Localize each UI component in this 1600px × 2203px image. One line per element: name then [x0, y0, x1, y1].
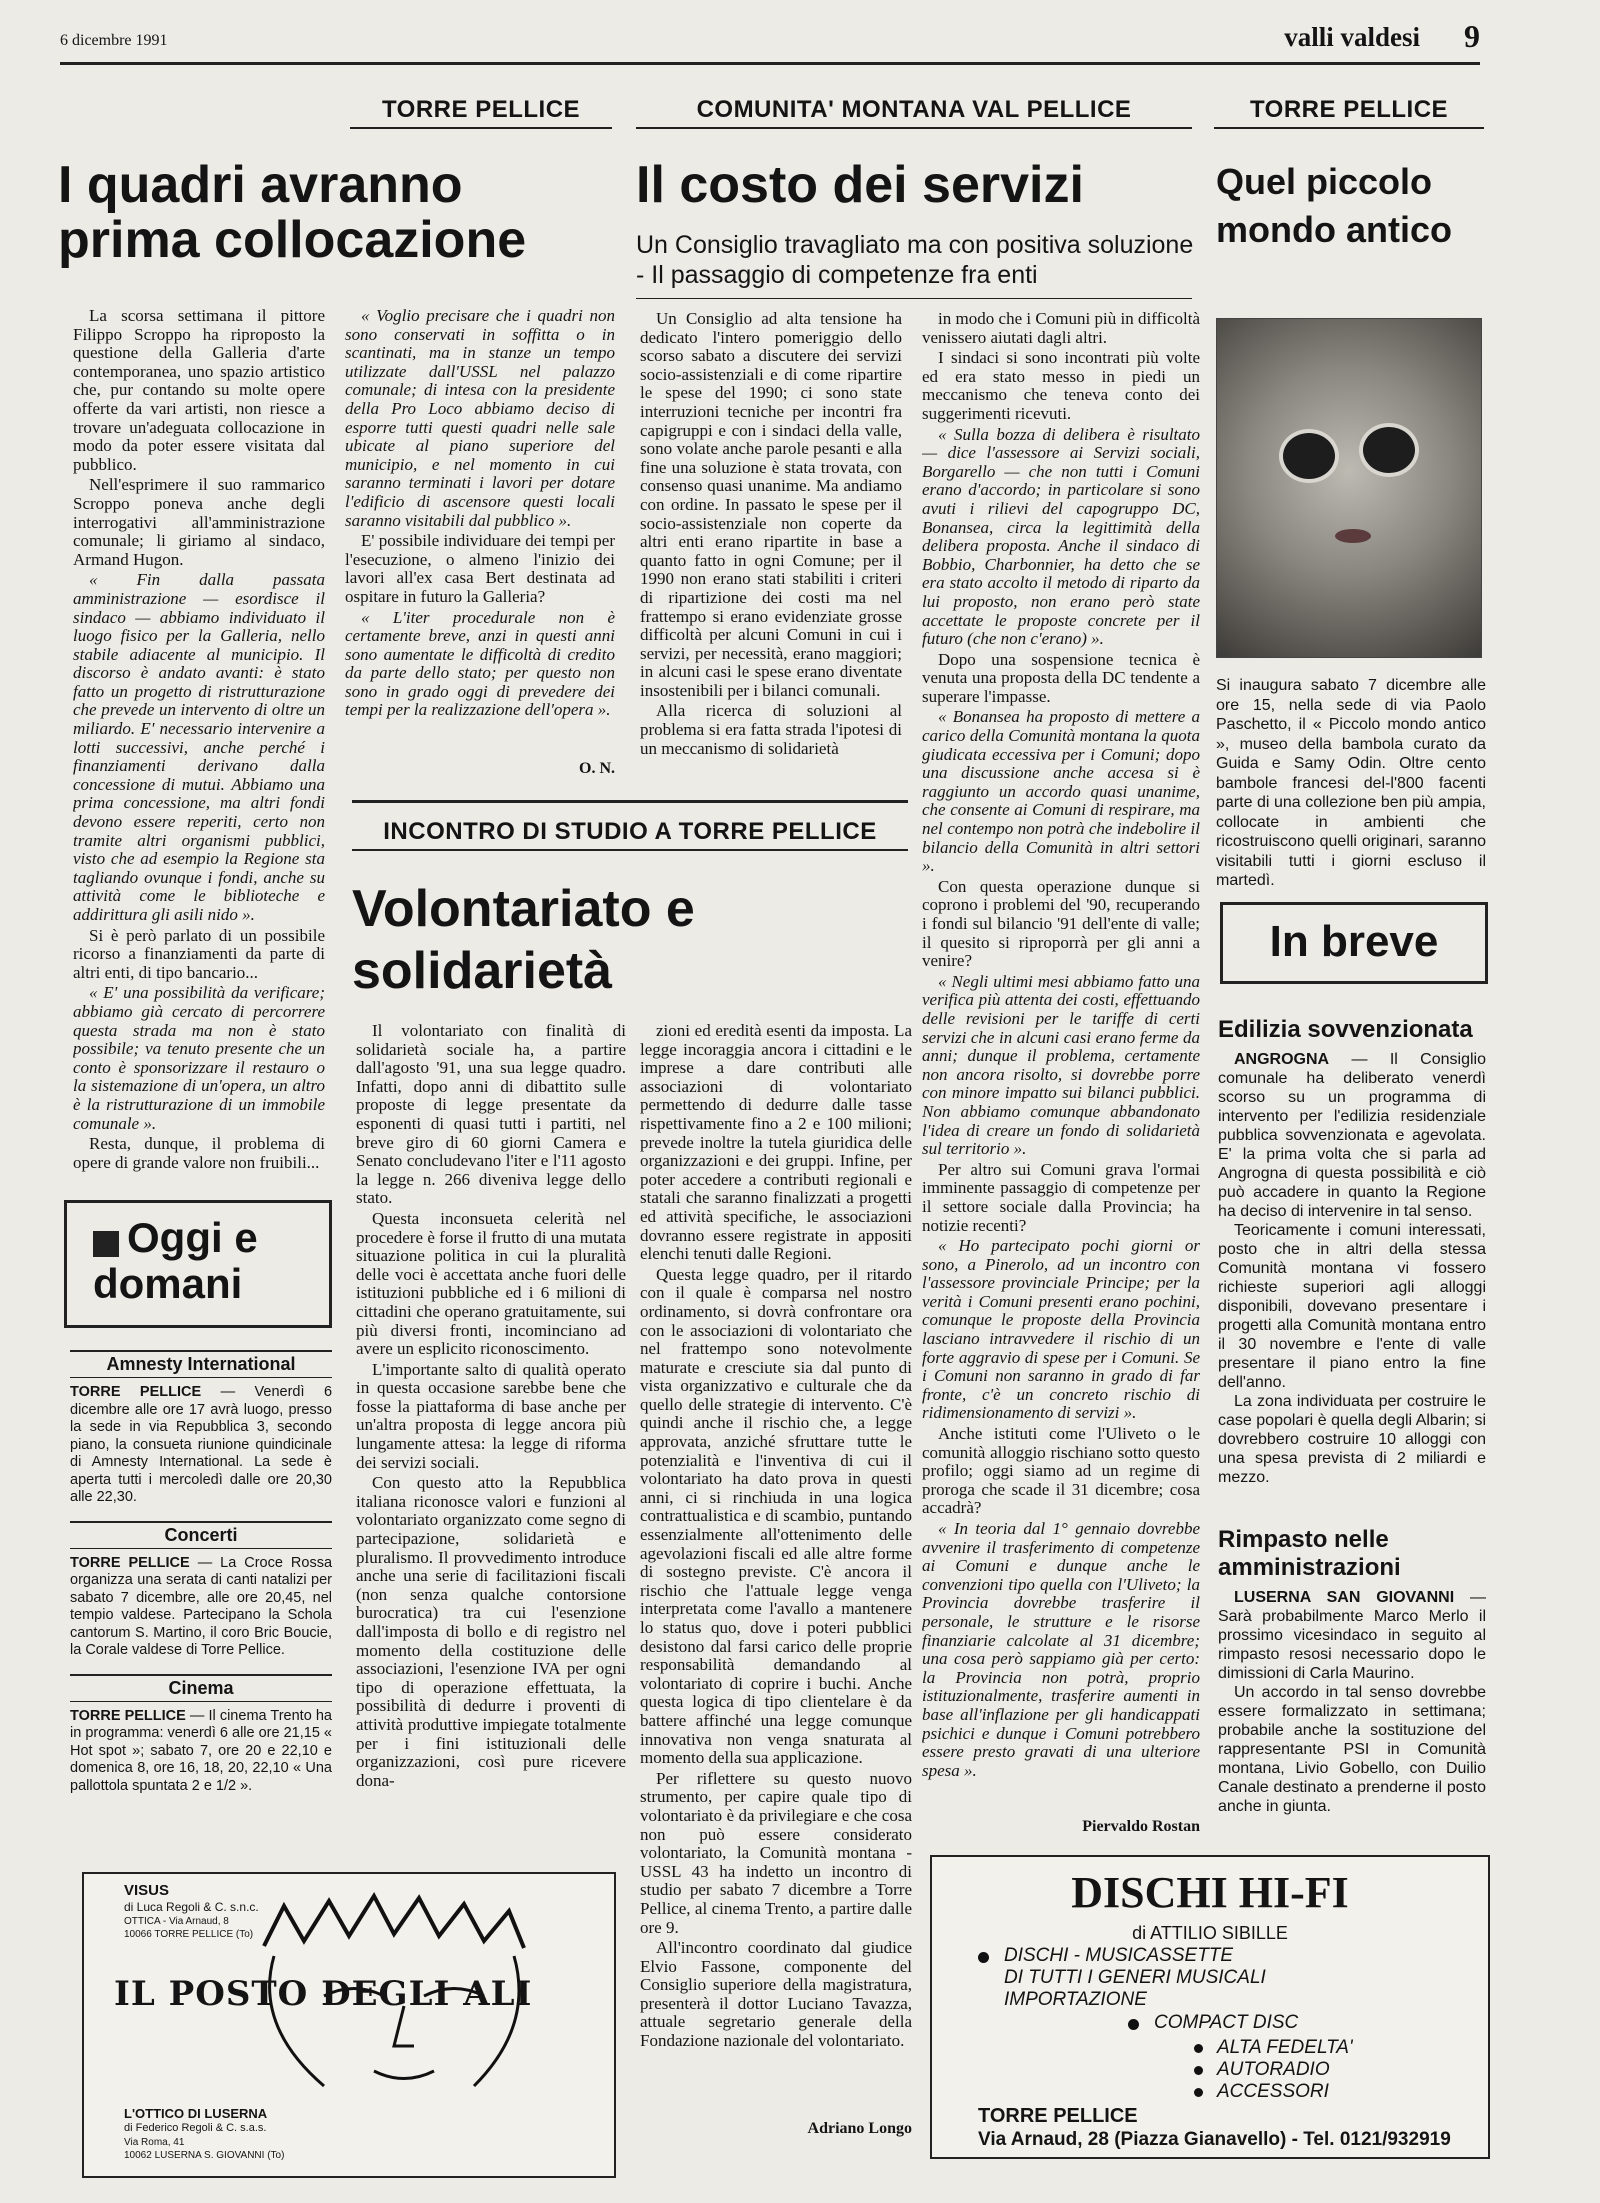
page-number: 9	[1464, 18, 1480, 54]
art2-col2-p8: « Ho partecipato pochi giorni or sono, a Pinerolo, ad un incontro con l'assessore provinciale Principe; per la verità i Comuni presenti erano pochini, comunque le proposte della Provincia lasciano intravvedere il rischio di un forte aggravio di spese per i Comuni. Se i Comuni non saranno in grado di far fronte, c'è un concreto rischio di ridimensionamento di servizi ».	[922, 1236, 1200, 1423]
oggi-head-cinema: Cinema	[70, 1674, 332, 1702]
bullet-icon	[1194, 2044, 1203, 2053]
dischi-compact: COMPACT DISC	[1154, 2012, 1299, 2033]
dischi-lines	[1004, 1945, 1266, 2011]
oggi-item-cinema-text: — Il cinema Trento ha in programma: venerdì 6 alle ore 21,15 « Hot spot »; sabato 7, ore 20 e 22,10 e domenica 8, ore 16, 18, 20, 22,10 « Una pallottola spuntata 2 e 1/2 ».	[70, 1707, 332, 1794]
visus-bottom-line-1: Via Roma, 41	[124, 2137, 185, 2148]
dischi-line-0: DISCHI - MUSICASSETTE	[1004, 1945, 1234, 1966]
art4-col1-p2: L'importante salto di qualità operato in questa occasione sarebbe bene che fosse la piattaforma di base anche per un'altra proposta di legge ancora più lungamente attesa: la legge di riforma dei servizi sociali.	[356, 1359, 626, 1472]
dischi-address: Via Arnaud, 28 (Piazza Gianavello) - Tel. 0121/932919	[978, 2129, 1451, 2150]
oggi-box	[64, 1200, 332, 1328]
oggi-item-cinema-place: TORRE PELLICE	[70, 1707, 186, 1724]
doll-mouth	[1335, 529, 1371, 543]
header-rule	[60, 62, 1480, 65]
art1-col2-p1: E' possibile individuare dei tempi per l'esecuzione, o almeno l'inizio dei lavori all'ex casa Bert destinata ad ospitare in futuro la Galleria?	[345, 531, 615, 606]
doll-right-eye	[1359, 423, 1419, 477]
visus-name: VISUS	[124, 1882, 170, 1899]
page-header	[60, 18, 1480, 60]
inbreve-item-1-p1: Teoricamente i comuni interessati, posto che in altri della stessa Comunità montana vi fossero richieste superiori agli alloggi disponibili, dovevano presentare i progetti alla Comunità montana entro il 30 novembre e l'ente di valle presentare il piano entro la fine dell'anno.	[1218, 1222, 1486, 1391]
art1-col1-p2: « Fin dalla passata amministrazione — esordisce il sindaco — abbiamo individuato il luogo fisico per la Galleria, nello stabile adiacente al municipio. Il discorso è andato avanti: è stato fatto un progetto di ristrutturazione che prevede un intervento di oltre un miliardo. E' necessario intervenire a lotti successivi, anche perché i finanziamenti derivano dalla concessione di mutui. Abbiamo una prima concessione, ma altri fondi devono essere reperiti, certo non tramite altri organismi pubblici, visto che ad esempio la Regione sta tagliando ovunque i fondi, anche su attività come le biblioteche e addirittura gli asili nido ».	[73, 570, 325, 924]
art2-subtitle-rule	[636, 298, 1192, 299]
dischi-extras	[1194, 2037, 1353, 2103]
visus-bottom-line-0: di Federico Regoli & C. s.a.s.	[124, 2122, 267, 2134]
art4-kicker: INCONTRO DI STUDIO A TORRE PELLICE	[352, 818, 908, 851]
art4-col1-p1: Questa inconsueta celerità nel procedere è forse il frutto di una mutata situazione politica in cui la pluralità delle voci è accettata anche fuori delle istituzioni pubbliche ed i 6 milioni di cittadini che operano gratuitamente, sui più diversi fronti, incominciano ad avere un esplicito riconoscimento.	[356, 1208, 626, 1359]
art1-kicker: TORRE PELLICE	[350, 96, 612, 129]
inbreve-item-1-body	[1218, 1050, 1486, 1487]
art2-signature: Piervaldo Rostan	[1082, 1818, 1200, 1835]
art4-col2-p1: Questa legge quadro, per il ritardo con il quale è comparsa nel nostro ordinamento, si dovrà confrontare ora con le associazioni di volontariato che nel frattempo sono notevolmente maturate e cresciute sia dal punto di vista organizzativo e culturale che da quello delle strategie di intervento. C'è quindi anche il rischio che, a legge approvata, anziché sfruttare tutte le potenzialità e l'inventiva di cui il volontariato ha dato prova in questi anni, ci si rinchiuda in una logica contrattualistica e di scambio, puntando essenzialmente all'ottenimento delle agevolazioni fiscali ed alle altre forme di sostegno previste. C'è ancora il rischio che l'attuale legge venga interpretata come l'avallo a mantenere lo status quo, dove i poteri pubblici desistono dal farsi carico delle proprie responsabilità demandando al volontariato di coprire i buchi. Anche questa logica di tipo clientelare è da battere affinché una legge comunque innovativa non venga snaturata al momento della sua applicazione.	[640, 1264, 912, 1768]
inbreve-box	[1220, 902, 1488, 984]
art1-col1-p5: Resta, dunque, il problema di opere di grande valore non fruibili...	[73, 1134, 325, 1172]
art1-col2	[345, 307, 615, 752]
art2-col2-p10: « In teoria dal 1° gennaio dovrebbe avvenire il trasferimento di competenze ai Comuni e dunque anche le convenzioni tipo quella con l'Uliveto; la Provincia dovrebbe trasferire il personale, le strutture e le risorse finanziarie calcolate al 31 dicembre; una cosa però sappiamo già per certo: la Provincia non potrà, proprio istituzionalmente, trasferire aumenti in base all'inflazione per gli handicappati psichici e dunque i Comuni potrebbero essere presto gravati di una ulteriore spesa ».	[922, 1519, 1200, 1780]
dischi-extra-1	[1194, 2059, 1353, 2081]
art4-col2	[640, 1022, 912, 2112]
dischi-owner: di ATTILIO SIBILLE	[1132, 1923, 1288, 1943]
art4-signature: Adriano Longo	[807, 2120, 912, 2137]
art4-top-rule	[352, 800, 908, 803]
art2-col1-p1: Alla ricerca di soluzioni al problema si era fatta strada l'ipotesi di un meccanismo di solidarietà	[640, 701, 902, 758]
inbreve-item-2-place: LUSERNA SAN GIOVANNI	[1234, 1589, 1455, 1606]
art2-subtitle: Un Consiglio travagliato ma con positiva soluzione - Il passaggio di competenze fra enti	[636, 231, 1194, 289]
art2-col2-p2: « Sulla bozza di delibera è risultato — dice l'assessore ai Servizi sociali, Borgarello — che non tutti i Comuni erano d'accordo; in particolare si sono avuti i rilievi del capogruppo DC, Bonansea, circa la legittimità della delibera proposta. Anche il sindaco di Bobbio, Charbonnier, ha detto che se era stato accolto il metodo di riparto da lui proposto, non erano però state accettate le proposte concrete per il futuro (che non c'erano) ».	[922, 424, 1200, 649]
art4-col1-p3: Con questo atto la Repubblica italiana riconosce valori e funzioni al volontariato organizzato come segno di partecipazione, solidarietà e pluralismo. Il provvedimento introduce anche una serie di facilitazioni fiscali (non senza qualche contorsione burocratica) tra cui l'esenzione dall'imposta di bollo e di registro nel momento della costituzione delle associazioni, l'esenzione IVA per ogni tipo di operazione effettuata, la possibilità di dedurre i proventi di attività produttive impiegate totalmente per i fini istituzionali delle organizzazioni, così pure ricevere dona-	[356, 1473, 626, 1790]
art1-col1-p3: Si è però parlato di un possibile ricorso a finanziamenti da parte di altri enti, di tipo bancario...	[73, 925, 325, 982]
inbreve-item-2	[1218, 1526, 1486, 1816]
art4-col1-p0: Il volontariato con finalità di solidarietà sociale ha, a partire dall'agosto '91, una sua legge quadro. Infatti, dopo anni di dibattito sulle proposte di legge presentate da esponenti di quasi tutti i partiti, nel breve giro di 60 giorni Camera e Senato concludevano l'iter e l'11 agosto la legge n. 266 diveniva legge dello stato.	[356, 1022, 626, 1208]
dischi-extra-0	[1194, 2037, 1353, 2059]
art1-col2-p2: « L'iter procedurale non è certamente breve, anzi in questi anni sono aumentate le difficoltà di credito da parte dello stato; per questo non sono in grado oggi di prevedere dei tempi per la realizzazione dell'opera ».	[345, 607, 615, 720]
art1-col1	[73, 307, 325, 1187]
dischi-city: TORRE PELLICE	[978, 2105, 1138, 2127]
art2-col2-p5: Con questa operazione dunque si coprono i problemi del '90, recuperando i fondi sul bilancio '91 dell'ente di valle; il quesito si riproporrà per gli anni a venire?	[922, 876, 1200, 971]
art2-col2-p3: Dopo una sospensione tecnica è venuta una proposta della DC tendente a superare l'impasse.	[922, 649, 1200, 706]
dischi-title: DISCHI HI-FI	[1071, 1868, 1349, 1917]
bullet-icon	[1194, 2066, 1203, 2075]
visus-line-2: 10066 TORRE PELLICE (To)	[124, 1929, 254, 1940]
oggi-head-concerti: Concerti	[70, 1521, 332, 1549]
art1-col1-p0: La scorsa settimana il pittore Filippo Scroppo ha riproposto la questione della Galleria d'arte contemporanea, uno spazio artistico che, pur contando su molte opere offerte da vari artisti, non riesce a trovare un'adeguata collocazione in modo da poter essere visitata dal pubblico.	[73, 307, 325, 474]
oggi-item-amnesty-text: — Venerdì 6 dicembre alle ore 17 avrà luogo, presso la sede in via Repubblica 3, secondo piano, la consueta riunione quindicinale di Amnesty International. La sede è aperta tutti i mercoledì dalle ore 20,30 alle 22,30.	[70, 1384, 333, 1505]
art2-col1	[640, 310, 902, 785]
oggi-item-concerti	[70, 1555, 332, 1660]
art4-title: Volontariato e solidarietà	[352, 880, 695, 1000]
inbreve-item-2-body	[1218, 1588, 1486, 1816]
art4-col2-p2: Per riflettere su questo nuovo strumento, per capire quale tipo di volontariato è da privilegiare e che cosa non può essere considerato volontariato, la Comunità montana - USSL 43 ha indetto un incontro di studio per sabato 7 dicembre a Torre Pellice, al cinema Trento, a partire dalle ore 9.	[640, 1768, 912, 1937]
dischi-extra-1-text: AUTORADIO	[1217, 2059, 1330, 2080]
art3-kicker: TORRE PELLICE	[1214, 96, 1484, 129]
oggi-head-amnesty: Amnesty International	[70, 1350, 332, 1378]
art3-title: Quel piccolo mondo antico	[1216, 161, 1452, 250]
dischi-extra-2-text: ACCESSORI	[1217, 2081, 1329, 2102]
ad-visus	[82, 1872, 616, 2178]
dischi-extra-0-text: ALTA FEDELTA'	[1217, 2037, 1353, 2058]
art1-col1-p4: « E' una possibilità da verificare; abbiamo già cercato di percorrere questa strada ma non è stato possibile; va tenuto presente che un conto è sponsorizzare il restauro o la sistemazione di un'opera, un altro è la ristrutturazione di un immobile comunale ».	[73, 983, 325, 1133]
inbreve-item-2-p0: — Sarà probabilmente Marco Merlo il prossimo vicesindaco in seguito al rimpasto resosi necessario dopo le dimissioni di Carla Maurino.	[1218, 1589, 1487, 1682]
issue-date: 6 dicembre 1991	[60, 32, 168, 49]
art2-kicker: COMUNITA' MONTANA VAL PELLICE	[636, 96, 1192, 129]
oggi-item-amnesty-place: TORRE PELLICE	[70, 1384, 202, 1400]
visus-logo-text: IL POSTO DEGLI ALI	[114, 1974, 533, 2014]
art2-col2-p4: « Bonansea ha proposto di mettere a carico della Comunità montana la quota giudicata eccessiva per i Comuni; dopo una discussione anche accesa si è raggiunto un accordo quasi unanime, che consente ai Comuni di respirare, ma nel contempo non potrà che indebolire il bilancio della Comunità in altri settori ».	[922, 707, 1200, 876]
inbreve-item-2-p1: Un accordo in tal senso dovrebbe essere formalizzato in settimana; probabile anche la sostituzione del rappresentante PSI in Comunità montana, Livio Gobello, con Duilio Canale destinato a prenderne il posto anche in giunta.	[1218, 1684, 1486, 1815]
oggi-item-amnesty	[70, 1384, 332, 1507]
oggi-item-concerti-text: — La Croce Rossa organizza una serata di canti natalizi per sabato 7 dicembre, alle ore 20,45, nel tempio valdese. Partecipano la Schola cantorum S. Martino, il coro Bric Boucie, la Corale valdese di Torre Pellice.	[70, 1554, 333, 1658]
inbreve-item-1-p2: La zona individuata per costruire le case popolari è quella degli Albarin; si dovrebbero costruire 10 alloggi con una spesa prevista di 2 miliardi e mezzo.	[1218, 1393, 1486, 1486]
oggi-item-cinema	[70, 1708, 332, 1796]
art2-col2-p7: Per altro sui Comuni grava l'ormai imminente passaggio di competenze per il settore sociale dalla Provincia; ha notizie recenti?	[922, 1159, 1200, 1235]
dischi-compact-bullet-icon	[1128, 2019, 1139, 2030]
oggi-title: Oggi e domani	[93, 1214, 258, 1307]
inbreve-item-2-title: Rimpasto nelle amministrazioni	[1218, 1526, 1401, 1581]
dischi-line-1: DI TUTTI I GENERI MUSICALI	[1004, 1967, 1266, 1988]
doll-photo	[1216, 318, 1482, 658]
inbreve-item-1-place: ANGROGNA	[1234, 1051, 1330, 1068]
visus-bottom-name: L'OTTICO DI LUSERNA	[124, 2106, 268, 2121]
visus-bottom-line-2: 10062 LUSERNA S. GIOVANNI (To)	[124, 2150, 285, 2161]
art4-col2-p0: zioni ed eredità esenti da imposta. La legge incoraggia ancora i cittadini e le imprese a dare contributi alle associazioni di volontariato permettendo di dedurre dalle tasse rispettivamente fino a 2 e 100 milioni; prevede inoltre la tutela giuridica delle organizzazioni e dei gruppi. Infine, per poter accedere a contributi regionali e statali che saranno finalizzati a progetti ed attività specifiche, le associazioni dovranno essere registrate in appositi elenchi tenuti dalle Regioni.	[640, 1022, 912, 1264]
art2-title: Il costo dei servizi	[636, 156, 1084, 214]
art1-col1-p1: Nell'esprimere il suo rammarico Scroppo poneva anche degli interrogativi all'amministrazione comunale; li giriamo al sindaco, Armand Hugon.	[73, 475, 325, 569]
inbreve-title: In breve	[1269, 917, 1439, 966]
art1-signature: O. N.	[579, 760, 615, 777]
paper-name: valli valdesi	[1284, 22, 1420, 52]
dischi-bullet-icon	[978, 1952, 989, 1963]
art2-col2-p6: « Negli ultimi mesi abbiamo fatto una verifica più attenta dei costi, effettuando delle revisioni per le tariffe di certi servizi che in alcuni casi erano ferme da anni; dunque il problema, certamente non ancora risolto, si dovrebbe porre con minore impatto sui bilanci pubblici. Non abbiamo comunque abbandonato l'idea di creare un fondo di solidarietà sul territorio ».	[922, 971, 1200, 1159]
inbreve-item-1-title: Edilizia sovvenzionata	[1218, 1016, 1473, 1043]
inbreve-item-1-p0: — Il Consiglio comunale ha deliberato venerdì scorso su un programma di intervento per l'edilizia residenziale pubblica sovvenzionata e agevolata. E' la prima volta che si parla ad Angrogna di questa possibilità e ciò può accadere in quanto la Regione ha deciso di intervenire in tal senso.	[1218, 1051, 1486, 1220]
oggi-item-concerti-place: TORRE PELLICE	[70, 1554, 190, 1571]
art2-col2-p1: I sindaci si sono incontrati più volte ed era stato messo in piedi un meccanismo che teneva conto dei suggerimenti ricevuti.	[922, 348, 1200, 423]
art3-text: Si inaugura sabato 7 dicembre alle ore 15, nella sede di via Paolo Paschetto, il « Piccolo mondo antico », museo della bambola curato da Guida e Samy Odin. Oltre cento bambole francesi del-l'800 facenti parte di una collezione ben più ampia, collocate in ambienti che ricostruiscono quelli originari, saranno visitabili tutti i giorni escluso il martedì.	[1216, 677, 1486, 889]
art1-title: I quadri avranno prima collocazione	[58, 156, 527, 269]
art1-col2-p0: « Voglio precisare che i quadri non sono conservati in soffitta o in scantinati, ma in stanze un tempo utilizzate dall'USSL nel palazzo comunale; di intesa con la presidente della Pro Loco abbiamo deciso di esporre tutti questi quadri nelle sale ubicate al piano superiore del municipio, e nel momento in cui saranno terminati i lavori per dotare l'edificio di ascensore questi locali saranno visitabili dal pubblico ».	[345, 307, 615, 530]
oggi-list	[70, 1340, 332, 1795]
art4-col2-p3: All'incontro coordinato dal giudice Elvio Fassone, componente del Consiglio superiore della magistratura, presenterà il dottor Luciano Tavazza, attuale segretario generale della Fondazione nazionale del volontariato.	[640, 1938, 912, 2051]
art2-col1-p0: Un Consiglio ad alta tensione ha dedicato l'intero pomeriggio dello scorso sabato a discutere dei servizi socio-assistenziali e di come ripartire le spese del 1990; ci sono state interruzioni tecniche per incontri fra capigruppi e con i sindaci della valle, sono volate anche parole pesanti e alla fine una soluzione è stata trovata, con consenso quasi unanime. Ma andiamo con ordine. In passato le spese per il socio-assistenziale non coperte da altri enti erano ripartite in base a quanto fatto in ogni Comune; per il 1990 non erano stati stabiliti i criteri di ripartizione dei costi ma nel frattempo si erano evidenziate grosse difficoltà per alcuni Comuni in cui i servizi, per necessità, erano maggiori; in alcuni casi le spese erano diventate insostenibili per i bilanci comunali.	[640, 310, 902, 700]
bullet-icon	[1194, 2088, 1203, 2097]
art2-col2	[922, 310, 1200, 1830]
art2-col2-p9: Anche istituti come l'Uliveto o le comunità alloggio rischiano sotto questo profilo; oggi siamo ad un regime di proroga che scade il 31 dicembre; cosa accadrà?	[922, 1424, 1200, 1518]
visus-line-1: OTTICA - Via Arnaud, 8	[124, 1916, 229, 1927]
dischi-line-2: IMPORTAZIONE	[1004, 1989, 1147, 2010]
visus-line-0: di Luca Regoli & C. s.n.c.	[124, 1900, 259, 1914]
art2-col2-p0: in modo che i Comuni più in difficoltà venissero aiutati dagli altri.	[922, 310, 1200, 347]
ad-dischi	[930, 1855, 1490, 2159]
inbreve-item-1	[1218, 1016, 1486, 1487]
dischi-extra-2	[1194, 2081, 1353, 2103]
doll-left-eye	[1279, 429, 1339, 483]
art4-col1	[356, 1022, 626, 1820]
